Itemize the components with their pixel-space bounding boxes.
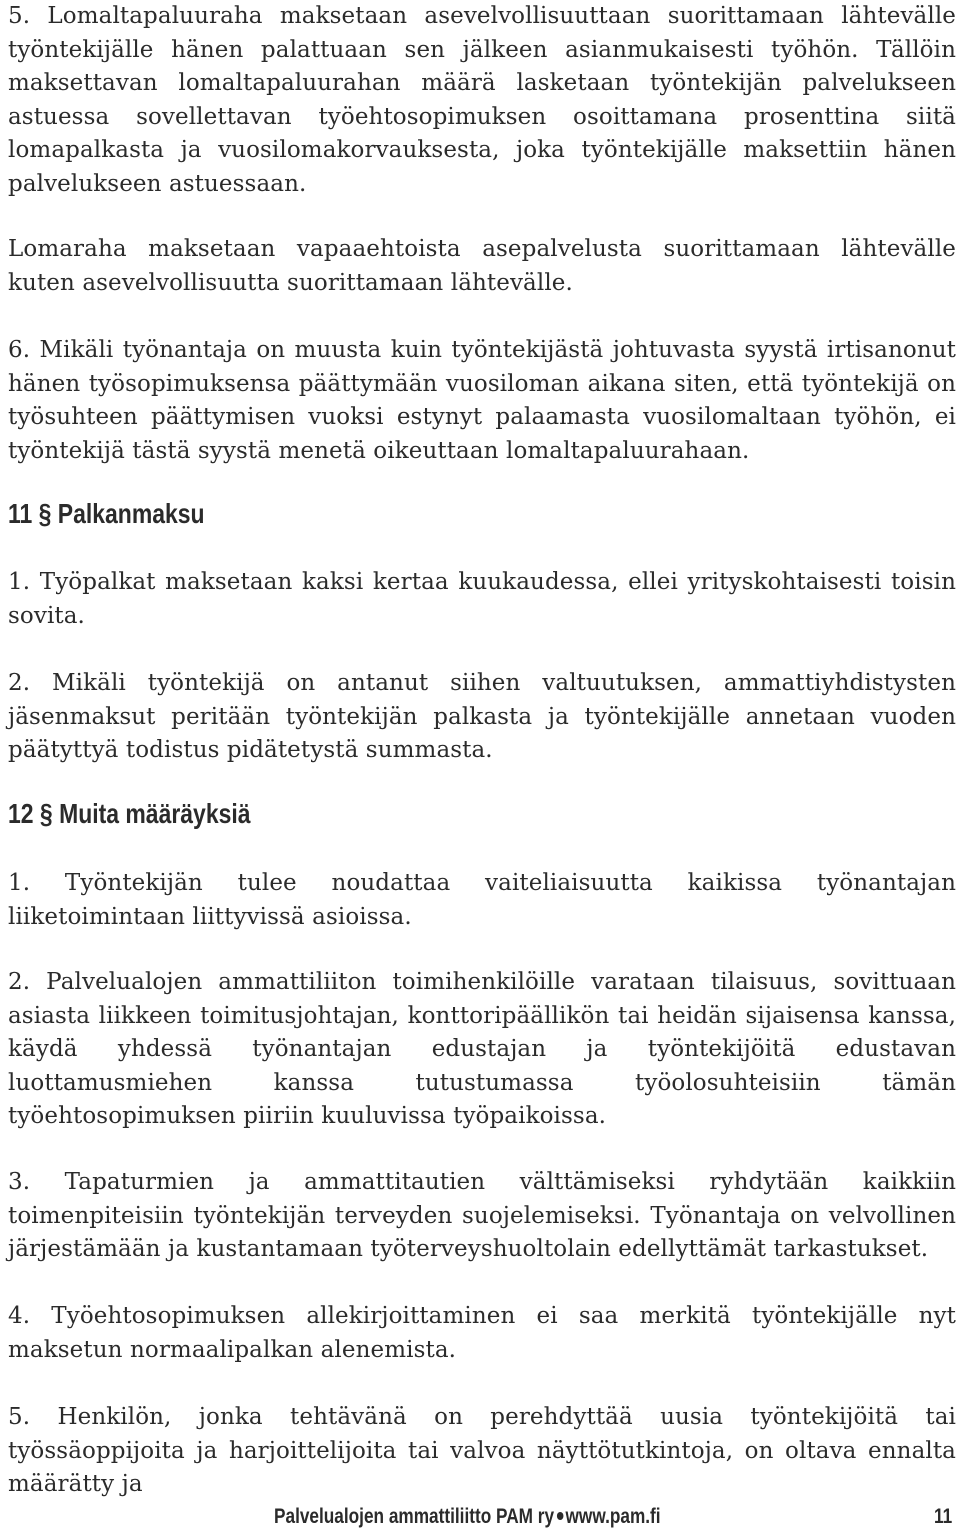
paragraph-lomaraha: Lomaraha maksetaan vapaaehtoista asepalvelusta suorittamaan lähtevälle kuten asevelvollisuutta suorittamaan lähtevälle.: [8, 236, 956, 296]
muita-item-3: 3. Tapaturmien ja ammattitautien välttämiseksi ryhdytään kaikkiin toimenpiteisiin työntekijän terveyden suojelemiseksi. Työnantaja on velvollinen järjestämään ja kustantamaan työterveyshuoltolain edellyttämät tarkastukset.: [8, 1169, 956, 1262]
muita-item-5: 5. Henkilön, jonka tehtävänä on perehdyttää uusia työntekijöitä tai työssäoppijoita ja harjoittelijoita tai valvoa näyttötutkintoja, on oltava ennalta määrätty ja: [8, 1404, 956, 1497]
footer-text: [274, 1500, 661, 1534]
page-number: 11: [933, 1505, 952, 1528]
muita-item-2: 2. Palvelualojen ammattiliiton toimihenkilöille varataan tilaisuus, sovittuaan asiasta liikkeen toimitusjohtajan, konttoripäällikön tai heidän sijaisensa kanssa, käydä yhdessä työnantajan edustajan ja työntekijöitä edustavan luottamusmiehen kanssa tutustumassa työolosuhteisiin tämän työehtosopimuksen piiriin kuuluvissa työpaikoissa.: [8, 969, 956, 1129]
muita-item-1: 1. Työntekijän tulee noudattaa vaiteliaisuutta kaikissa työnantajan liiketoimintaan liittyvissä asioissa.: [8, 870, 956, 930]
paragraph-irtisanonut: 6. Mikäli työnantaja on muusta kuin työntekijästä johtuvasta syystä irtisanonut hänen työsopimuksensa päättymään vuosiloman aikana siten, että työntekijä on työsuhteen päättymisen vuoksi estynyt palaamasta vuosilomaltaan työhön, ei työntekijä tästä syystä menetä oikeuttaan lomaltapaluurahaan.: [8, 337, 956, 464]
palkanmaksu-item-1: 1. Työpalkat maksetaan kaksi kertaa kuukaudessa, ellei yrityskohtaisesti toisin sovita.: [8, 569, 956, 629]
muita-item-4: 4. Työehtosopimuksen allekirjoittaminen ei saa merkitä työntekijälle nyt maksetun normaalipalkan alenemista.: [8, 1303, 956, 1363]
page-footer: [274, 1500, 956, 1534]
footer-org: Palvelualojen ammattiliitto PAM ry: [274, 1505, 555, 1528]
palkanmaksu-item-2: 2. Mikäli työntekijä on antanut siihen valtuutuksen, ammattiyhdistysten jäsenmaksut peritään työntekijän palkasta ja työntekijälle annetaan vuoden päätyttyä todistus pidätetystä summasta.: [8, 670, 956, 763]
paragraph-lomaltapaluuraha: 5. Lomaltapaluuraha maksetaan asevelvollisuuttaan suorittamaan lähtevälle työntekijälle hänen palattuaan sen jälkeen asianmukaisesti työhön. Tällöin maksettavan lomaltapaluurahan määrä lasketaan työntekijän palvelukseen astuessa sovellettavan työehtosopimuksen osoittamana prosenttina siitä lomapalkasta ja vuosilomakorvauksesta, joka työntekijälle maksettiin hänen palvelukseen astuessaan.: [8, 3, 956, 197]
bullet-icon: [557, 1512, 564, 1520]
section-heading-muita-maarayksia: 12 § Muita määräyksiä: [8, 798, 251, 829]
section-heading-palkanmaksu: 11 § Palkanmaksu: [8, 498, 205, 529]
footer-url: www.pam.fi: [565, 1505, 661, 1528]
